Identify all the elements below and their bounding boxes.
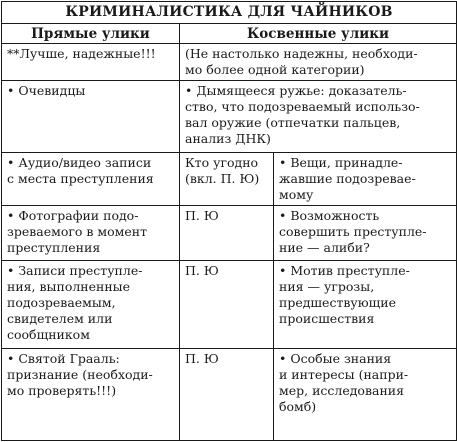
cell-direct-row-2: • Аудио/видео записи с места преступления: [2, 153, 180, 206]
note-direct: **Лучше, надежные!!!: [2, 44, 180, 81]
cell-direct-row-4: • Записи преступле- ния, выполненные подозреваемым, свидетелем или сообщником: [2, 261, 180, 349]
cell-who-row-4: П. Ю: [180, 261, 274, 349]
cell-who-row-2: Кто угодно (вкл. П. Ю): [180, 153, 274, 206]
forensics-table: [1, 1, 457, 441]
cell-indirect-row-5: • Особые знания и интересы (напри- мер, исследования бомб): [274, 349, 457, 441]
cell-indirect-row-1: • Дымящееся ружье: доказатель- ство, что подозреваемый использо- вал оружие (отпечатки пальцев, анализ ДНК): [180, 81, 457, 153]
cell-indirect-row-3: • Возможность совершить преступле- ние — алиби?: [274, 206, 457, 261]
cell-direct-row-3: • Фотографии подо- зреваемого в момент преступления: [2, 206, 180, 261]
table-title: КРИМИНАЛИСТИКА ДЛЯ ЧАЙНИКОВ: [2, 2, 457, 24]
cell-direct-row-1: • Очевидцы: [2, 81, 180, 153]
note-indirect: (Не настолько надежны, необходи- мо более одной категории): [180, 44, 457, 81]
cell-indirect-row-4: • Мотив преступле- ния — угрозы, предшествующие происшествия: [274, 261, 457, 349]
header-direct-evidence: Прямые улики: [2, 24, 180, 44]
header-indirect-evidence: Косвенные улики: [180, 24, 457, 44]
cell-who-row-3: П. Ю: [180, 206, 274, 261]
cell-who-row-5: П. Ю: [180, 349, 274, 441]
cell-indirect-row-2: • Вещи, принадле- жавшие подозревае- мому: [274, 153, 457, 206]
cell-direct-row-5: • Святой Грааль: признание (необходи- мо проверять!!!): [2, 349, 180, 441]
